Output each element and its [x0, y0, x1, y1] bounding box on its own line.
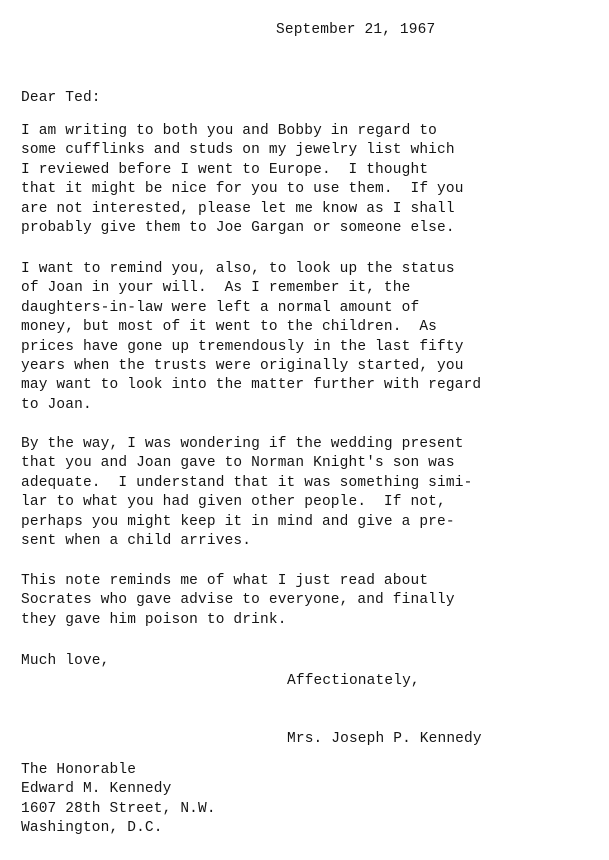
paragraph-wedding-present — [21, 435, 472, 551]
paragraph-socrates — [21, 572, 455, 630]
paragraph-line: some cufflinks and studs on my jewelry list which — [21, 142, 455, 159]
recipient-address — [21, 761, 216, 839]
paragraph-line: adequate. I understand that it was something simi- — [21, 474, 473, 491]
address-line: The Honorable — [21, 762, 137, 778]
paragraph-line: prices have gone up tremendously in the last fifty — [21, 338, 464, 355]
paragraph-line: money, but most of it went to the children. As — [21, 319, 438, 336]
paragraph-line: Socrates who gave advise to everyone, and finally — [21, 592, 455, 609]
signoff: Affectionately, — [287, 673, 420, 689]
paragraph-line: years when the trusts were originally started, you — [21, 357, 464, 374]
salutation: Dear Ted: — [21, 90, 101, 106]
paragraph-line: probably give them to Joe Gargan or someone else. — [21, 219, 455, 236]
paragraph-will — [21, 260, 481, 415]
closing: Much love, — [21, 653, 110, 669]
paragraph-line: are not interested, please let me know as I shall — [21, 200, 455, 217]
paragraph-line: they gave him poison to drink. — [21, 611, 287, 628]
paragraph-line: I want to remind you, also, to look up the status — [21, 261, 455, 277]
signature-name: Mrs. Joseph P. Kennedy — [287, 731, 482, 747]
paragraph-line: perhaps you might keep it in mind and give a pre- — [21, 513, 455, 530]
paragraph-line: that it might be nice for you to use them. If you — [21, 181, 464, 198]
paragraph-line: to Joan. — [21, 396, 92, 413]
paragraph-line: I am writing to both you and Bobby in regard to — [21, 123, 438, 139]
paragraph-line: of Joan in your will. As I remember it, the — [21, 280, 411, 297]
paragraph-line: sent when a child arrives. — [21, 532, 252, 549]
paragraph-line: I reviewed before I went to Europe. I thought — [21, 161, 429, 178]
address-line: Edward M. Kennedy — [21, 781, 172, 798]
paragraph-line: may want to look into the matter further with regard — [21, 377, 482, 394]
paragraph-line: By the way, I was wondering if the wedding present — [21, 436, 464, 452]
paragraph-line: lar to what you had given other people. If not, — [21, 494, 446, 511]
paragraph-line: This note reminds me of what I just read about — [21, 573, 429, 589]
paragraph-line: daughters-in-law were left a normal amount of — [21, 299, 420, 316]
letter-date: September 21, 1967 — [276, 22, 436, 38]
paragraph-line: that you and Joan gave to Norman Knight's son was — [21, 455, 455, 472]
paragraph-cufflinks — [21, 122, 464, 238]
address-line: 1607 28th Street, N.W. — [21, 800, 216, 817]
address-line: Washington, D.C. — [21, 820, 163, 837]
